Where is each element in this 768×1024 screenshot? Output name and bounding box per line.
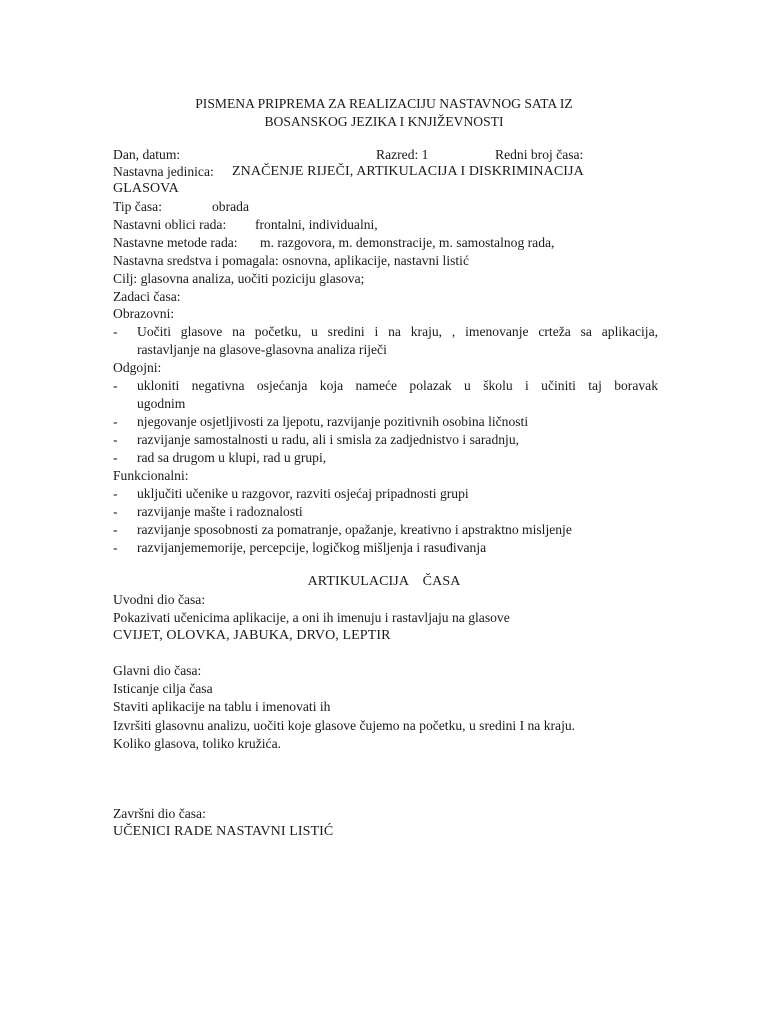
zadaci-label: Zadaci časa:	[113, 289, 181, 304]
zavrsni-text: UČENICI RADE NASTAVNI LISTIĆ	[113, 824, 334, 839]
funkcionalni-item-3: razvijanje sposobnosti za pomatranje, opažanje, kreativno i apstraktno misljenje	[137, 522, 572, 537]
oblici-label: Nastavni oblici rada:	[113, 217, 227, 232]
obrazovni-item-1-line-1: Uočiti glasove na početku, u sredini i na kraju, , imenovanje crteža sa aplikacija,	[137, 324, 658, 339]
bullet-dash: -	[113, 450, 118, 465]
dan-datum-label: Dan, datum:	[113, 147, 181, 162]
odgojni-heading: Odgojni:	[113, 360, 162, 375]
list-item	[113, 377, 658, 395]
tip-casa-label: Tip časa:	[113, 199, 162, 214]
funkcionalni-item-2: razvijanje mašte i radoznalosti	[137, 504, 303, 519]
redni-broj-label: Redni broj časa:	[495, 147, 584, 162]
obrazovni-item-1-line-2: rastavljanje na glasove-glasovna analiza riječi	[137, 342, 387, 357]
funkcionalni-item-4: razvijanjememorije, percepcije, logičkog mišljenja i rasuđivanja	[137, 540, 487, 555]
odgojni-item-4: rad sa drugom u klupi, rad u grupi,	[137, 450, 327, 465]
funkcionalni-heading: Funkcionalni:	[113, 468, 189, 483]
list-item	[113, 431, 658, 449]
list-item	[113, 503, 658, 521]
list-item	[113, 449, 658, 467]
bullet-dash: -	[113, 540, 118, 555]
bullet-dash: -	[113, 486, 118, 501]
glavni-line-4: Koliko glasova, toliko kružića.	[113, 736, 281, 751]
oblici-value: frontalni, individualni,	[255, 217, 378, 232]
bullet-dash: -	[113, 504, 118, 519]
odgojni-item-3: razvijanje samostalnosti u radu, ali i smisla za zadjednistvo i saradnju,	[137, 432, 520, 447]
uvodni-label: Uvodni dio časa:	[113, 592, 206, 607]
nastavna-jedinica-label: Nastavna jedinica:	[113, 164, 214, 179]
glavni-label: Glavni dio časa:	[113, 663, 202, 678]
odgojni-item-1-line-1: ukloniti negativna osjećanja koja nameće polazak u školu i učiniti taj boravak	[137, 378, 658, 393]
metode-value: m. razgovora, m. demonstracije, m. samostalnog rada,	[260, 235, 555, 250]
funkcionalni-item-1: uključiti učenike u razgovor, razviti osjećaj pripadnosti grupi	[137, 486, 469, 501]
uvodni-words: CVIJET, OLOVKA, JABUKA, DRVO, LEPTIR	[113, 628, 391, 643]
bullet-dash: -	[113, 414, 118, 429]
nastavna-jedinica-cont: GLASOVA	[113, 181, 179, 196]
tip-casa-value: obrada	[212, 199, 249, 214]
obrazovni-heading: Obrazovni:	[113, 306, 175, 321]
glavni-line-2: Staviti aplikacije na tablu i imenovati ih	[113, 699, 331, 714]
list-item	[113, 323, 658, 341]
metode-label: Nastavne metode rada:	[113, 235, 238, 250]
list-item	[113, 413, 658, 431]
odgojni-item-2: njegovanje osjetljivosti za ljepotu, razvijanje pozitivnih osobina ličnosti	[137, 414, 529, 429]
bullet-dash: -	[113, 432, 118, 447]
glavni-line-3: Izvršiti glasovnu analizu, uočiti koje glasove čujemo na početku, u sredini I na kraju.	[113, 718, 576, 733]
sredstva-line: Nastavna sredstva i pomagala: osnovna, aplikacije, nastavni listić	[113, 253, 469, 268]
list-item	[113, 485, 658, 503]
bullet-dash: -	[113, 324, 118, 339]
bullet-dash: -	[113, 378, 118, 393]
artikulacija-heading: ARTIKULACIJA ČASA	[307, 574, 461, 589]
uvodni-text: Pokazivati učenicima aplikacije, a oni ih imenuju i rastavljaju na glasove	[113, 610, 510, 625]
razred-label: Razred: 1	[376, 147, 429, 162]
bullet-dash: -	[113, 522, 118, 537]
zavrsni-label: Završni dio časa:	[113, 806, 206, 821]
list-item	[113, 539, 658, 557]
nastavna-jedinica-value: ZNAČENJE RIJEČI, ARTIKULACIJA I DISKRIMINACIJA	[232, 164, 584, 179]
document-title-line-1: PISMENA PRIPREMA ZA REALIZACIJU NASTAVNOG SATA IZ	[195, 96, 573, 111]
glavni-line-1: Isticanje cilja časa	[113, 681, 213, 696]
odgojni-item-1-line-2: ugodnim	[137, 396, 186, 411]
list-item	[113, 521, 658, 539]
cilj-line: Cilj: glasovna analiza, uočiti poziciju glasova;	[113, 271, 365, 286]
document-title-line-2: BOSANSKOG JEZIKA I KNJIŽEVNOSTI	[264, 114, 504, 129]
